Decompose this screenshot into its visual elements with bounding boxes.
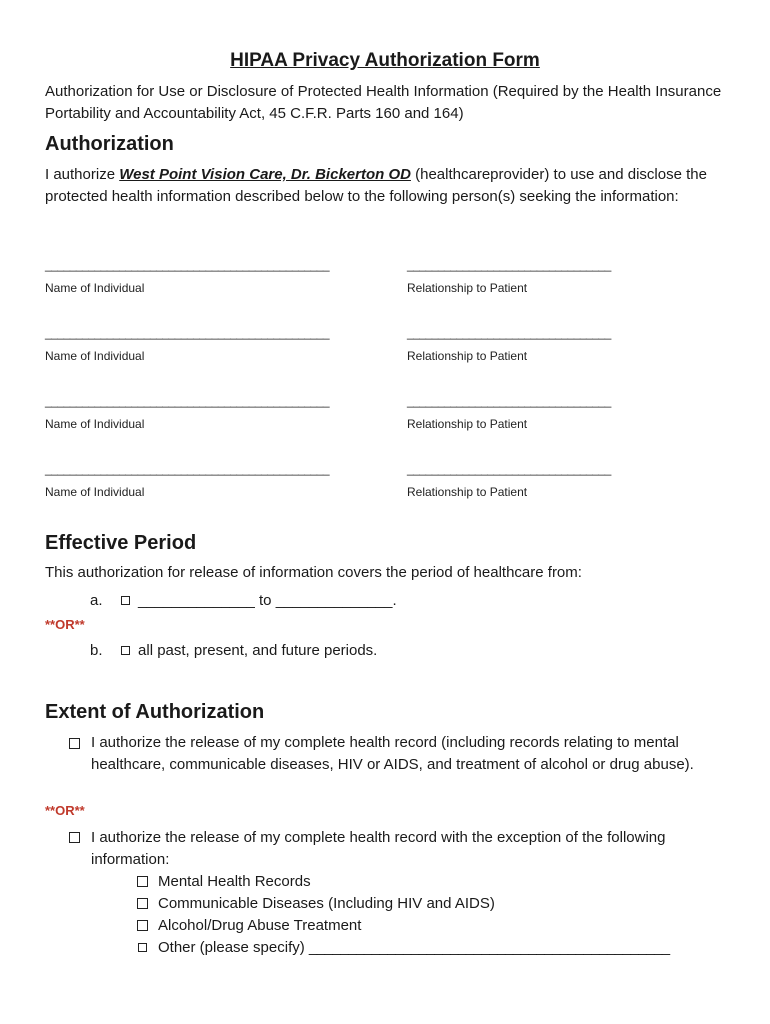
option-b-letter: b. [90,642,103,659]
complete-record-checkbox[interactable] [69,738,80,749]
other-specify-field[interactable]: ______________________________________________ [308,939,670,956]
relationship-field-2[interactable]: _________________________________ [407,326,611,340]
or-separator: **OR** [45,803,85,818]
name-of-individual-label: Name of Individual [45,417,145,431]
authorization-heading: Authorization [45,133,174,155]
mental-health-checkbox[interactable] [137,876,148,887]
name-of-individual-label: Name of Individual [45,485,145,499]
communicable-diseases-checkbox[interactable] [137,898,148,909]
name-of-individual-field-2[interactable]: ______________________________________________ [45,326,329,340]
relationship-field-3[interactable]: _________________________________ [407,394,611,408]
relationship-field-4[interactable]: _________________________________ [407,462,611,476]
effective-period-intro: This authorization for release of information covers the period of healthcare from: [45,564,582,581]
effective-period-heading: Effective Period [45,532,197,554]
option-a-to-field[interactable]: ______________. [275,592,397,609]
relationship-field-1[interactable]: _________________________________ [407,258,611,272]
form-title: HIPAA Privacy Authorization Form [230,50,540,71]
exception-mental-health: Mental Health Records [158,873,311,890]
exception-alcohol-drug: Alcohol/Drug Abuse Treatment [158,917,362,934]
authorization-suffix: (healthcareprovider) to use and disclose the protected health information described below to the following person(s) seeking the information: [45,166,707,205]
relationship-label: Relationship to Patient [407,281,528,295]
effective-option-a [90,592,397,609]
relationship-label: Relationship to Patient [407,485,528,499]
provider-name[interactable]: West Point Vision Care, Dr. Bickerton OD [119,166,411,183]
complete-record-option: I authorize the release of my complete health record (including records relating to mental healthcare, communicable diseases, HIV or AIDS, and treatment of alcohol or drug abuse). [91,734,694,773]
option-b-text: all past, present, and future periods. [138,642,378,659]
relationship-label: Relationship to Patient [407,417,528,431]
partial-record-option: I authorize the release of my complete health record with the exception of the following information: [91,829,666,868]
form-subtitle: Authorization for Use or Disclosure of Protected Health Information (Required by the Health Insurance Portability and Accountability Act, 45 C.F.R. Parts 160 and 164) [45,83,722,122]
alcohol-drug-checkbox[interactable] [137,920,148,931]
option-a-to: to [259,592,272,609]
option-a-from-field[interactable]: ______________ [138,592,255,609]
name-of-individual-label: Name of Individual [45,349,145,363]
effective-option-b [90,642,377,659]
option-a-letter: a. [90,592,103,609]
name-of-individual-field-1[interactable]: ______________________________________________ [45,258,329,272]
authorization-prefix: I authorize [45,166,116,183]
option-a-checkbox[interactable] [121,596,130,605]
partial-record-checkbox[interactable] [69,832,80,843]
or-separator: **OR** [45,617,85,632]
extent-heading: Extent of Authorization [45,701,265,723]
option-b-checkbox[interactable] [121,646,130,655]
other-checkbox[interactable] [138,943,147,952]
exception-other [158,937,670,959]
authorization-statement [45,164,725,208]
exception-communicable-diseases: Communicable Diseases (Including HIV and AIDS) [158,895,495,912]
name-of-individual-field-4[interactable]: ______________________________________________ [45,462,329,476]
other-label: Other (please specify) [158,939,305,956]
name-of-individual-field-3[interactable]: ______________________________________________ [45,394,329,408]
relationship-label: Relationship to Patient [407,349,528,363]
name-of-individual-label: Name of Individual [45,281,145,295]
